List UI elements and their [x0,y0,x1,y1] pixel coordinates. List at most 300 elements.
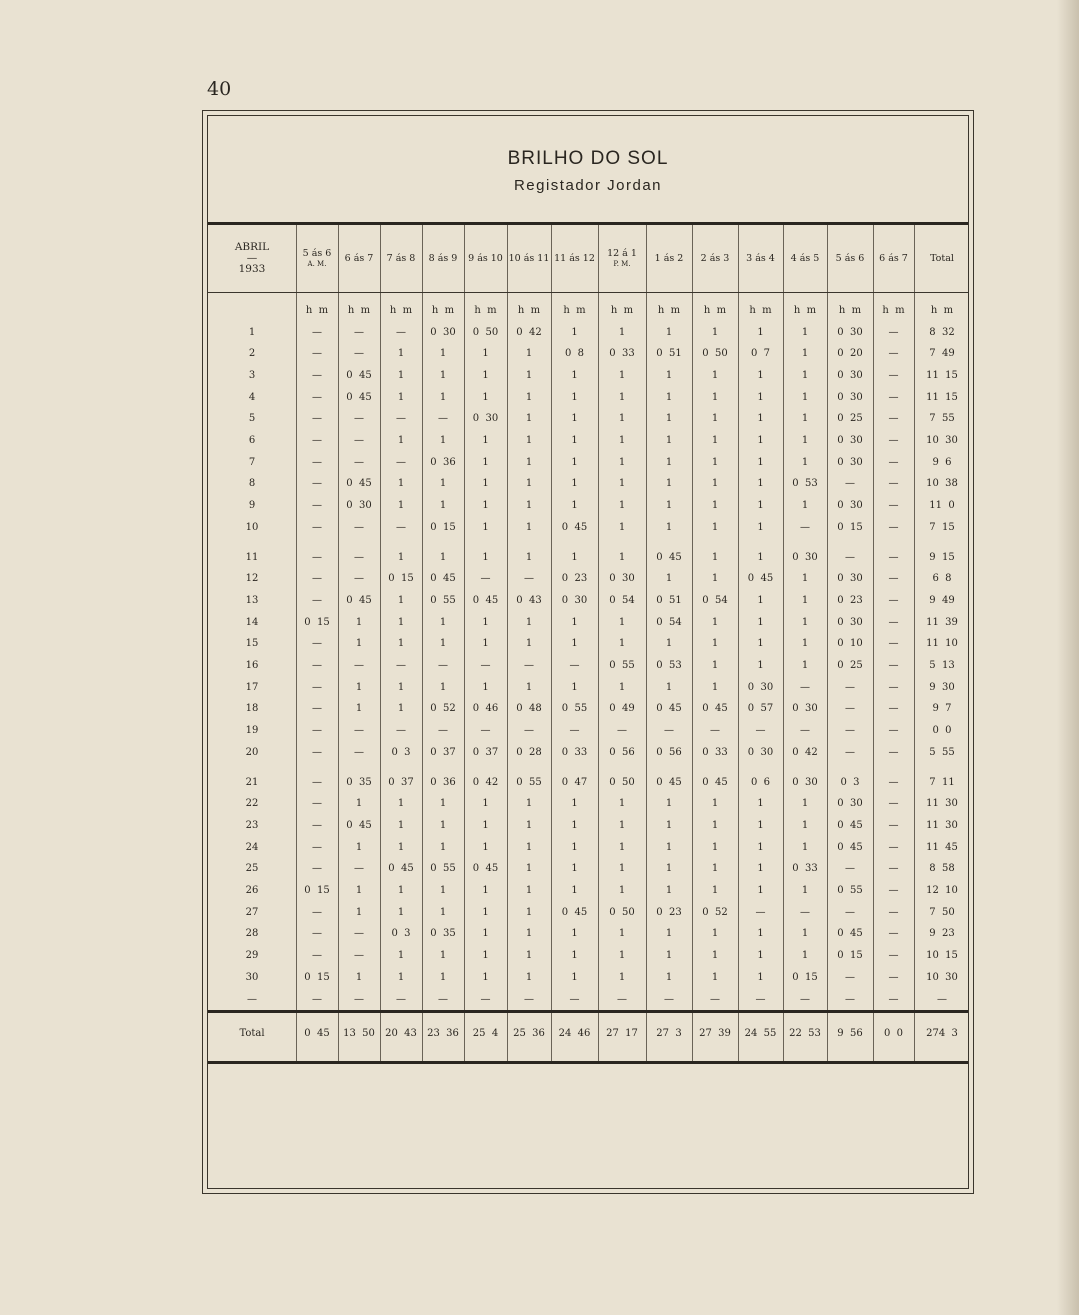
table-cell: 1 [439,841,447,853]
table-cell: 1 [665,435,673,446]
table-cell: 1 [801,885,809,896]
table-cell: 0 48 [516,703,542,715]
table-cell: 27 3 [656,1027,682,1039]
table-cell: 1 [711,413,719,425]
table-cell: 1 [618,369,626,381]
table-cell: 1 [757,616,764,628]
table-cell: 1 [439,551,447,563]
column-header [338,225,380,292]
table-cell: — [888,478,899,490]
table-cell: — [845,906,855,918]
table-cell: 0 45 [837,841,863,853]
table-cell: — [888,863,899,875]
table-cell: 1 [618,456,626,468]
table-cell: 1 [439,971,447,983]
table-cell: 1 [482,950,489,962]
table-cell: — [888,456,899,468]
table-cell: — [845,863,855,875]
table-cell: — [888,798,899,810]
table-cell: — [396,660,406,671]
column-header [464,225,507,292]
table-cell: 25 36 [513,1027,545,1039]
table-cell: 9 7 [932,703,952,715]
table-cell: 1 [355,971,363,983]
table-cell: — [354,348,364,360]
column-header-line: 6 ás 7 [879,252,908,264]
table-cell: 1 [525,616,533,628]
table-cell: — [312,906,322,918]
table-cell: 27 39 [699,1027,731,1039]
table-cell: h m [703,304,727,316]
table-cell: 6 8 [932,573,952,585]
table-cell: 0 30 [837,391,863,403]
table-cell: 0 25 [837,660,863,671]
table-cell: 1 [525,478,533,490]
table-row [208,924,968,944]
table-cell: 1 [757,369,764,381]
table-cell: — [888,725,899,737]
table-cell: — [354,928,364,940]
table-cell: — [888,326,899,338]
table-cell: 11 15 [926,369,958,381]
table-cell: 1 [757,500,764,512]
table-cell: 1 [397,348,405,360]
table-cell: 1 [757,478,764,490]
table-cell: 1 [482,885,489,896]
table-cell: — [888,928,899,940]
table-cell: — [888,369,899,381]
table-cell: — [888,971,899,983]
unit-row [208,300,968,320]
table-cell: 0 3 [391,746,411,758]
table-cell: 1 [482,348,489,360]
table-cell: — [312,798,322,810]
table-cell: — [888,841,899,853]
table-cell: 1 [482,681,489,693]
table-cell: 1 [801,435,809,446]
table-cell: 0 37 [388,776,414,788]
table-cell: 1 [439,638,447,650]
table-cell: 1 [757,819,764,831]
table-cell: 1 [397,906,405,918]
table-cell: — [617,725,627,737]
table-row [208,431,968,451]
table-cell: — [569,993,580,1005]
table-cell: 1 [571,819,578,831]
table-cell: — [312,456,322,468]
table-cell: 1 [525,798,533,810]
table-cell: 0 30 [472,413,499,425]
table-cell: — [888,391,899,403]
table-cell: — [312,819,322,831]
table-cell: 0 55 [516,776,542,788]
row-label: 3 [248,369,256,381]
table-cell: — [438,413,448,425]
table-row [208,794,968,814]
table-cell: 0 45 [837,819,863,831]
row-label: 10 [245,521,259,533]
table-cell: 1 [525,885,533,896]
column-header-line: 5 ás 6 [835,252,865,264]
table-cell: — [312,703,322,715]
table-cell: — [569,725,580,737]
table-cell: 0 7 [750,348,771,360]
table-cell: 1 [482,638,489,650]
table-cell: 1 [397,703,405,715]
table-cell: — [888,638,899,650]
table-cell: 1 [618,391,626,403]
table-cell: 0 50 [609,776,635,788]
table-cell: 1 [665,413,673,425]
column-header-line: 10 ás 11 [508,252,550,264]
table-cell: 1 [355,798,363,810]
table-cell: 1 [482,798,489,810]
table-cell: — [312,413,322,425]
table-cell: h m [474,304,497,316]
column-header [783,225,827,292]
table-cell: 0 45 [346,391,372,403]
table-row [208,612,968,632]
row-label: 22 [245,798,259,810]
table-cell: 1 [757,594,764,606]
table-cell: 13 50 [343,1027,375,1039]
row-label: 14 [245,616,259,628]
table-cell: 22 53 [789,1027,821,1039]
table-cell: 1 [571,391,578,403]
table-cell: 0 45 [346,478,372,490]
table-cell: 1 [665,819,673,831]
table-cell: 0 30 [792,776,818,788]
table-cell: — [354,863,364,875]
table-cell: 1 [757,413,764,425]
row-label: 5 [248,413,256,425]
table-cell: 0 30 [792,551,818,563]
column-header-line: 1933 [238,262,266,275]
table-cell: 1 [757,950,764,962]
table-cell: 1 [618,819,626,831]
table-cell: — [845,703,855,715]
table-row [208,837,968,857]
table-cell: 1 [397,551,405,563]
header-row [208,225,968,293]
table-cell: h m [563,304,586,316]
table-cell: 0 50 [702,348,728,360]
table-cell: 1 [618,638,626,650]
table-cell: — [845,971,855,983]
table-cell: — [617,993,627,1005]
table-row [208,496,968,516]
table-cell: 1 [757,660,764,671]
table-cell: 1 [618,616,626,628]
table-cell: — [800,725,810,737]
table-cell: 1 [711,456,719,468]
table-cell: 1 [482,971,489,983]
table-cell: — [888,660,899,671]
table-cell: 1 [711,478,719,490]
table-cell: — [888,500,899,512]
table-cell: 1 [618,928,626,940]
table-cell: 0 45 [747,573,774,585]
table-cell: 1 [439,885,447,896]
column-header-line: A. M. [307,260,327,269]
table-cell: 1 [482,478,489,490]
table-cell: 1 [711,369,719,381]
table-cell: 1 [397,841,405,853]
table-cell: 1 [525,348,533,360]
table-cell: — [312,435,322,446]
table-cell: 0 30 [837,500,863,512]
table-cell: 1 [801,841,809,853]
table-cell: — [312,369,322,381]
table-cell: 0 0 [883,1027,904,1039]
table-cell: — [312,573,322,585]
table-row [208,815,968,835]
table-cell: 1 [801,638,809,650]
table-cell: 0 45 [837,928,863,940]
table-cell: 1 [665,521,673,533]
table-cell: 1 [757,885,764,896]
table-cell: 1 [397,885,405,896]
table-cell: — [845,681,855,693]
table-cell: 1 [571,369,578,381]
table-cell: — [312,500,322,512]
table-cell: 0 45 [472,863,499,875]
table-cell: 1 [525,521,533,533]
table-cell: 0 55 [561,703,588,715]
row-label: 28 [245,928,259,940]
table-cell: 1 [618,841,626,853]
table-cell: 20 43 [385,1027,417,1039]
column-header-line: 2 ás 3 [700,252,730,264]
table-cell: — [845,993,855,1005]
table-cell: 9 23 [929,928,955,940]
table-cell: 1 [525,863,533,875]
column-header-line: ABRIL [234,241,270,254]
table-row [208,967,968,987]
table-cell: 0 30 [346,500,372,512]
row-label: 27 [245,906,259,918]
table-cell: 1 [355,885,363,896]
table-cell: 1 [711,326,719,338]
table-cell: — [312,776,322,788]
table-cell: 0 30 [837,326,863,338]
column-header-line: Total [930,252,954,264]
table-cell: 1 [571,638,578,650]
table-cell: 5 13 [929,660,955,671]
table-cell: — [888,950,899,962]
table-cell: 1 [439,391,447,403]
table-cell: h m [610,304,634,316]
column-header [827,225,873,292]
table-cell: h m [305,304,329,316]
table-cell: — [480,660,491,671]
total-row [208,1023,968,1043]
table-cell: — [888,348,899,360]
table-cell: — [888,573,899,585]
table-cell: 1 [711,391,719,403]
table-cell: 0 10 [837,638,863,650]
table-cell: 1 [801,616,809,628]
table-cell: — [312,746,322,758]
row-label: 19 [245,725,259,737]
table-cell: 0 45 [346,594,372,606]
table-cell: 1 [571,885,578,896]
table-cell: 1 [439,798,447,810]
table-cell: 1 [618,971,626,983]
column-header [692,225,738,292]
table-cell: 1 [525,500,533,512]
table-cell: 0 30 [837,798,863,810]
table-cell: 1 [525,413,533,425]
table-cell: 1 [439,906,447,918]
table-cell: 0 53 [656,660,682,671]
column-header [422,225,464,292]
table-cell: 1 [571,551,578,563]
table-cell: — [312,348,322,360]
table-cell: 1 [571,616,578,628]
table-cell: 0 50 [609,906,635,918]
column-header-line: 5 ás 6 [302,248,332,260]
table-cell: 0 6 [750,776,771,788]
table-cell: — [800,521,810,533]
table-cell: 0 42 [516,326,542,338]
table-cell: 1 [397,500,405,512]
table-cell: 11 30 [926,798,958,810]
table-cell: 1 [757,456,764,468]
table-cell: 1 [525,391,533,403]
table-cell: 1 [757,798,764,810]
table-cell: 0 15 [388,573,414,585]
table-cell: — [438,725,448,737]
table-row [208,409,968,429]
table-cell: 0 50 [472,326,499,338]
table-cell: 1 [618,326,626,338]
table-cell: 1 [711,573,719,585]
table-cell: 0 45 [656,776,682,788]
table-cell: — [710,725,720,737]
table-cell: 9 6 [932,456,952,468]
table-row [208,365,968,385]
table-cell: 1 [801,798,809,810]
table-cell: 0 55 [609,660,635,671]
table-cell: 0 54 [609,594,635,606]
table-frame [202,110,974,1194]
table-cell: 1 [665,841,673,853]
table-cell: 1 [439,681,447,693]
table-cell: 0 30 [792,703,818,715]
table-row [208,699,968,719]
table-cell: — [888,413,899,425]
table-cell: 1 [571,435,578,446]
row-label: 7 [248,456,256,468]
table-cell: 10 30 [926,435,958,446]
row-label: 16 [245,660,259,671]
table-cell: 1 [711,500,719,512]
table-cell: h m [389,304,413,316]
table-cell: 0 43 [516,594,542,606]
table-cell: — [438,660,448,671]
table-cell: 9 56 [837,1027,863,1039]
table-cell: 1 [711,950,719,962]
table-cell: 1 [482,819,489,831]
table-cell: — [354,573,364,585]
table-cell: 1 [571,326,578,338]
table-cell: 1 [757,863,764,875]
table-cell: — [888,616,899,628]
table-cell: 1 [355,681,363,693]
table-cell: 8 58 [929,863,955,875]
table-cell: 25 4 [472,1027,499,1039]
table-cell: 0 35 [430,928,456,940]
table-cell: — [800,906,810,918]
table-cell: 0 52 [430,703,456,715]
table-cell: 1 [482,616,489,628]
table-cell: 1 [355,703,363,715]
row-label: 6 [248,435,256,446]
table-cell: 0 25 [837,413,863,425]
table-cell: 5 55 [929,746,955,758]
table-cell: 1 [801,660,809,671]
table-cell: 0 15 [304,971,330,983]
table-cell: — [354,521,364,533]
row-label: 8 [248,478,256,490]
column-header-line: 12 á 1 [607,248,637,260]
table-cell: 1 [618,551,626,563]
table-cell: 1 [571,950,578,962]
total-separator [208,1010,968,1013]
table-cell: — [888,594,899,606]
table-cell: 0 52 [702,906,728,918]
table-cell: — [438,993,448,1005]
table-cell: 1 [665,928,673,940]
table-cell: 0 37 [472,746,499,758]
table-cell: h m [793,304,817,316]
table-cell: — [354,950,364,962]
table-cell: 0 33 [792,863,818,875]
table-cell: 1 [397,594,405,606]
row-label: 9 [248,500,256,512]
table-cell: — [354,993,364,1005]
table-row [208,344,968,364]
row-label: 11 [245,551,259,563]
column-header [598,225,646,292]
table-cell: — [845,478,855,490]
table-cell: 1 [482,435,489,446]
table-cell: — [800,993,810,1005]
table-cell: 1 [355,638,363,650]
table-row [208,881,968,901]
column-header-line: 11 ás 12 [554,252,595,264]
table-cell: 1 [397,950,405,962]
column-header-line: 1 ás 2 [654,252,684,264]
table-cell: h m [930,304,954,316]
table-cell: 1 [439,478,447,490]
table-cell: 1 [665,798,673,810]
table-cell: 1 [711,521,719,533]
table-row [208,387,968,407]
table-cell: 1 [571,971,578,983]
table-cell: — [755,725,766,737]
table-cell: 0 45 [388,863,414,875]
table-cell: — [396,413,406,425]
table-cell: — [312,928,322,940]
table-cell: 1 [665,456,673,468]
table-cell: — [888,681,899,693]
page-number: 40 [207,78,232,100]
table-frame-inner [207,115,969,1189]
table-row [208,742,968,762]
table-cell: 1 [618,681,626,693]
